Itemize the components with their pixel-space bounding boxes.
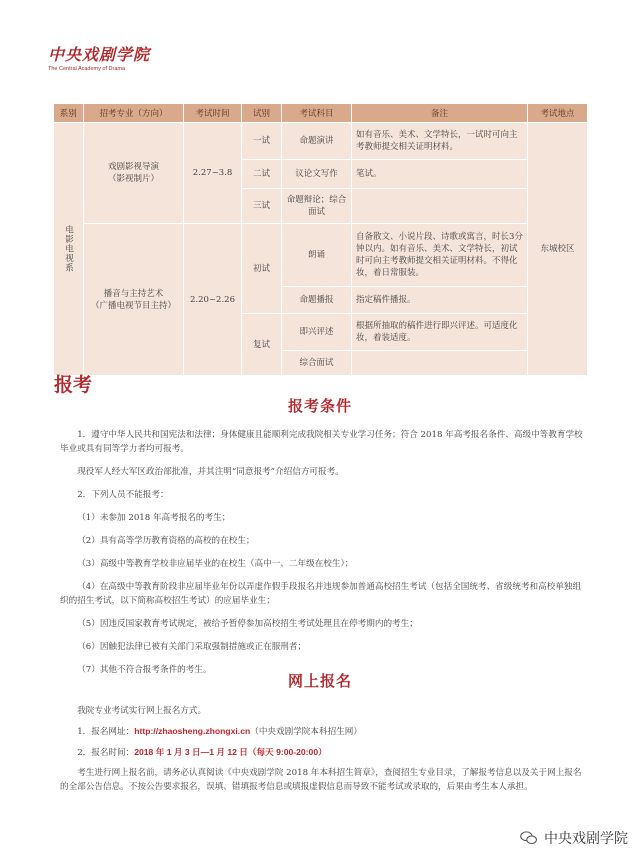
header-cell: 系别 <box>54 104 84 123</box>
watermark-text: 中央戏剧学院 <box>544 831 628 847</box>
condition-item: （4）在高级中等教育阶段非应届毕业年份以弄虚作假手段报名并违规参加普通高校招生考试（包括全国统考、省级统考和高校单独组织的招生考试，以下简称高校招生考试）的应届毕业生； <box>60 582 582 606</box>
exam-time: 2.20~2.26 <box>184 224 242 376</box>
exam-subject: 命题辩论；综合面试 <box>282 189 352 224</box>
condition-item: （3）高级中等教育学校非应届毕业的在校生（高中一、二年级在校生）； <box>77 559 354 569</box>
header-cell: 试别 <box>242 104 282 123</box>
logo <box>48 42 168 72</box>
condition-item: 2．下列人员不能报考： <box>77 490 169 500</box>
wechat-icon <box>520 831 538 845</box>
condition-item: （6）因触犯法律已被有关部门采取强制措施或正在服刑者； <box>77 642 307 652</box>
header-cell: 考试科目 <box>282 104 352 123</box>
online-section <box>60 704 585 803</box>
online-intro: 我院专业考试实行网上报名方式。 <box>77 706 207 716</box>
header-cell: 考试时间 <box>184 104 242 123</box>
logo-cn: 中央戏剧学院 <box>48 45 151 64</box>
table-row <box>54 123 588 160</box>
exam-note: 根据所抽取的稿件进行即兴评述。可适度化妆，着装适度。 <box>352 314 528 351</box>
exam-location: 东城校区 <box>528 123 588 376</box>
major-name: 播音与主持艺术 （广播电视节目主持） <box>84 224 184 376</box>
condition-item: （1）未参加 2018 年高考报名的考生； <box>77 513 231 523</box>
condition-item: 现役军人经大军区政治部批准，并其注明“同意报考”介绍信方可报考。 <box>77 467 344 477</box>
table-row <box>54 224 588 287</box>
exam-subject: 综合面试 <box>282 351 352 376</box>
exam-note: 如有音乐、美术、文学特长，一试时可向主考教师提交相关证明材料。 <box>352 123 528 160</box>
dept-cell <box>54 123 84 376</box>
condition-item: （2）具有高等学历教育资格的高校的在校生； <box>77 536 255 546</box>
exam-subject: 议论文写作 <box>282 160 352 189</box>
exam-note: 笔试。 <box>352 160 528 189</box>
exam-subject: 命题播报 <box>282 287 352 314</box>
exam-note: 自备散文、小说片段、诗歌或寓言，时长3分钟以内。如有音乐、美术、文学特长，初试时可向主考教师提交相关证明材料。不得化妆，着日常服装。 <box>352 224 528 287</box>
sub-title-conditions: 报考条件 <box>287 397 352 415</box>
exam-stage: 初试 <box>242 224 282 314</box>
major-name: 戏剧影视导演 （影视制片） <box>84 123 184 224</box>
online-url-line <box>60 724 585 739</box>
logo-en: The Central Academy of Drama <box>48 66 126 72</box>
exam-schedule-table <box>53 104 588 376</box>
condition-item: （7）其他不符合报考条件的考生。 <box>77 665 212 675</box>
exam-subject: 朗诵 <box>282 224 352 287</box>
online-time-line <box>60 745 585 760</box>
watermark <box>520 828 628 848</box>
sub-title-online: 网上报名 <box>287 672 352 690</box>
header-cell: 考试地点 <box>528 104 588 123</box>
table-header-row <box>54 104 588 123</box>
exam-note <box>352 351 528 376</box>
exam-stage: 一试 <box>242 123 282 160</box>
signup-url[interactable]: http://zhaosheng.zhongxi.cn <box>134 726 251 736</box>
exam-stage: 复试 <box>242 314 282 376</box>
header-cell: 招考专业（方向） <box>84 104 184 123</box>
exam-time: 2.27~3.8 <box>184 123 242 224</box>
url-label: 1．报名网址： <box>77 727 135 737</box>
dept-name: 电影电视系 <box>63 225 74 273</box>
section-title: 报考 <box>54 374 93 396</box>
exam-note <box>352 189 528 224</box>
condition-item: （5）因违反国家教育考试规定，被给予暂停参加高校招生考试处理且在停考期内的考生； <box>77 619 418 629</box>
exam-stage: 二试 <box>242 160 282 189</box>
url-note: （中央戏剧学院本科招生网） <box>250 727 362 737</box>
condition-item: 1．遵守中华人民共和国宪法和法律；身体健康且能顺利完成我院相关专业学习任务；符合 2018 年高考报名条件、高级中等教育学校毕业或具有同等学力者均可报考。 <box>60 430 583 454</box>
conditions-list <box>60 428 585 686</box>
exam-note: 指定稿件播报。 <box>352 287 528 314</box>
exam-subject: 即兴评述 <box>282 314 352 351</box>
exam-stage: 三试 <box>242 189 282 224</box>
exam-subject: 命题演讲 <box>282 123 352 160</box>
header-cell: 备注 <box>352 104 528 123</box>
time-label: 2．报名时间： <box>77 748 135 758</box>
signup-time: 2018 年 1 月 3 日—1 月 12 日（每天 9:00-20:00） <box>134 747 327 757</box>
online-notice: 考生进行网上报名前，请务必认真阅读《中央戏剧学院 2018 年本科招生简章》，查阅招生专业目录，了解报考信息以及关于网上报名的全部公告信息。不按公告要求报名，误填、错填报考信息或填报虚假信息而导致不能考试或录取的，后果由考生本人承担。 <box>60 768 582 792</box>
